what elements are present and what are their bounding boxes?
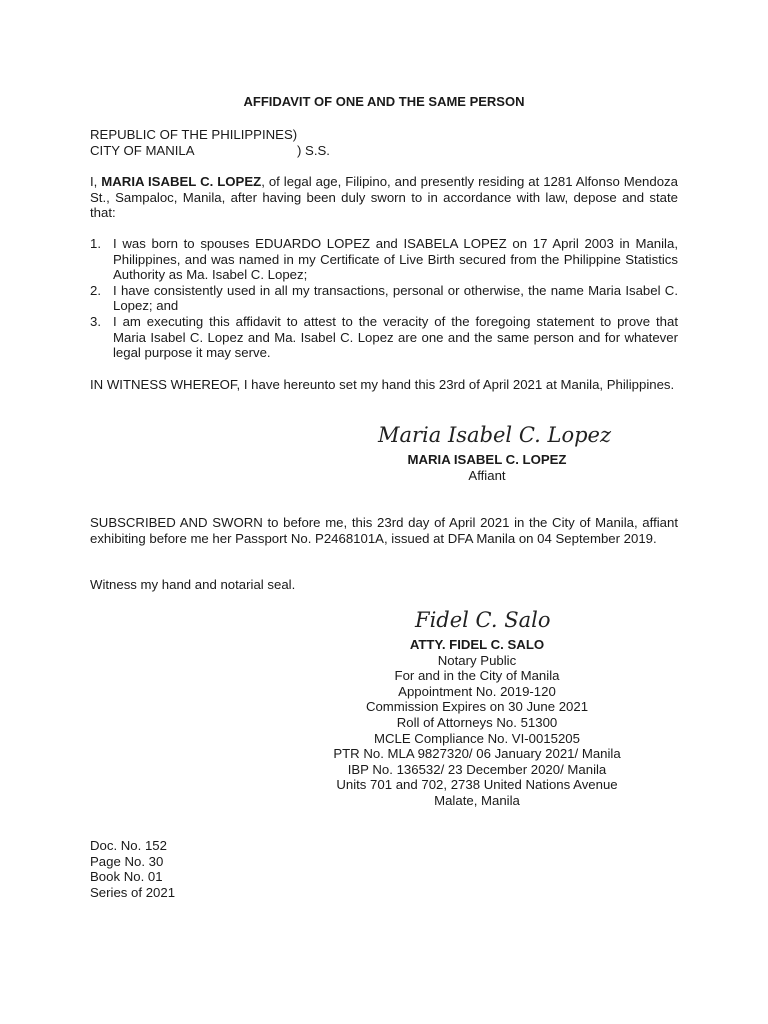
venue-city-row [90,143,390,159]
book-number: Book No. 01 [90,869,163,885]
jurat-paragraph: SUBSCRIBED AND SWORN to before me, this 23rd day of April 2021 in the City of Manila, affiant exhibiting before me her Passport No. P2468101A, issued at DFA Manila on 04 September 2019. [90,515,678,546]
notary-detail-line: MCLE Compliance No. VI-0015205 [374,730,580,746]
item-number: 2. [90,282,101,298]
doc-number: Doc. No. 152 [90,838,167,853]
venue-ss: ) S.S. [297,142,330,158]
list-item [90,314,678,361]
statement-list [90,236,678,361]
item-number: 3. [90,313,101,329]
notary-detail-line: Malate, Manila [434,792,520,808]
item-text: I was born to spouses EDUARDO LOPEZ and ISABELA LOPEZ on 17 April 2003 in Manila, Philippines, and was named in my Certificate of Live Birth secured from the Philippine Statistics Authority as Ma. Isabel C. Lopez; [113,236,678,283]
page-number: Page No. 30 [90,853,164,869]
list-item [90,236,678,283]
notary-name: ATTY. FIDEL C. SALO [409,637,545,652]
affiant-name: MARIA ISABEL C. LOPEZ [407,452,567,467]
intro-paragraph [90,174,678,221]
list-item [90,283,678,314]
notary-detail-line: PTR No. MLA 9827320/ 06 January 2021/ Manila [333,746,621,762]
venue-city: CITY OF MANILA [90,142,195,158]
intro-prefix: I, [90,174,102,189]
venue-republic: REPUBLIC OF THE PHILIPPINES) [90,127,298,142]
notary-detail-line: Notary Public [437,652,517,668]
notary-detail-line: Appointment No. 2019-120 [398,683,556,699]
series-year: Series of 2021 [90,884,176,900]
affiant-block [387,452,587,483]
affiant-name-inline: MARIA ISABEL C. LOPEZ [101,174,262,189]
item-text: I am executing this affidavit to attest to the veracity of the foregoing statement to prove that Maria Isabel C. Lopez and Ma. Isabel C. Lopez are one and the same person and for whatever legal purpose it may serve. [113,313,678,361]
notary-detail-line: IBP No. 136532/ 23 December 2020/ Manila [347,761,607,777]
affiant-role: Affiant [468,467,506,483]
notary-block [300,637,654,809]
item-number: 1. [90,236,101,251]
affiant-signature: Maria Isabel C. Lopez [378,423,612,447]
notarial-record [90,838,175,900]
notary-detail-line: Units 701 and 702, 2738 United Nations Avenue [336,777,618,793]
notary-detail-line: Commission Expires on 30 June 2021 [365,699,589,715]
notary-detail-line: Roll of Attorneys No. 51300 [396,714,558,730]
item-text: I have consistently used in all my transactions, personal or otherwise, the name Maria Isabel C. Lopez; and [113,282,678,314]
seal-line: Witness my hand and notarial seal. [90,577,296,592]
venue-block [90,127,390,158]
document-title: AFFIDAVIT OF ONE AND THE SAME PERSON [243,94,525,109]
intro-rest: , of legal age, Filipino, and presently residing at 1281 Alfonso Mendoza St., Sampaloc, Manila, after having been duly sworn to in accordance with law, depose and state that: [90,174,678,221]
notary-detail-line: For and in the City of Manila [394,668,560,684]
notary-signature: Fidel C. Salo [415,608,551,632]
witness-paragraph: IN WITNESS WHEREOF, I have hereunto set my hand this 23rd of April 2021 at Manila, Philippines. [90,377,675,392]
